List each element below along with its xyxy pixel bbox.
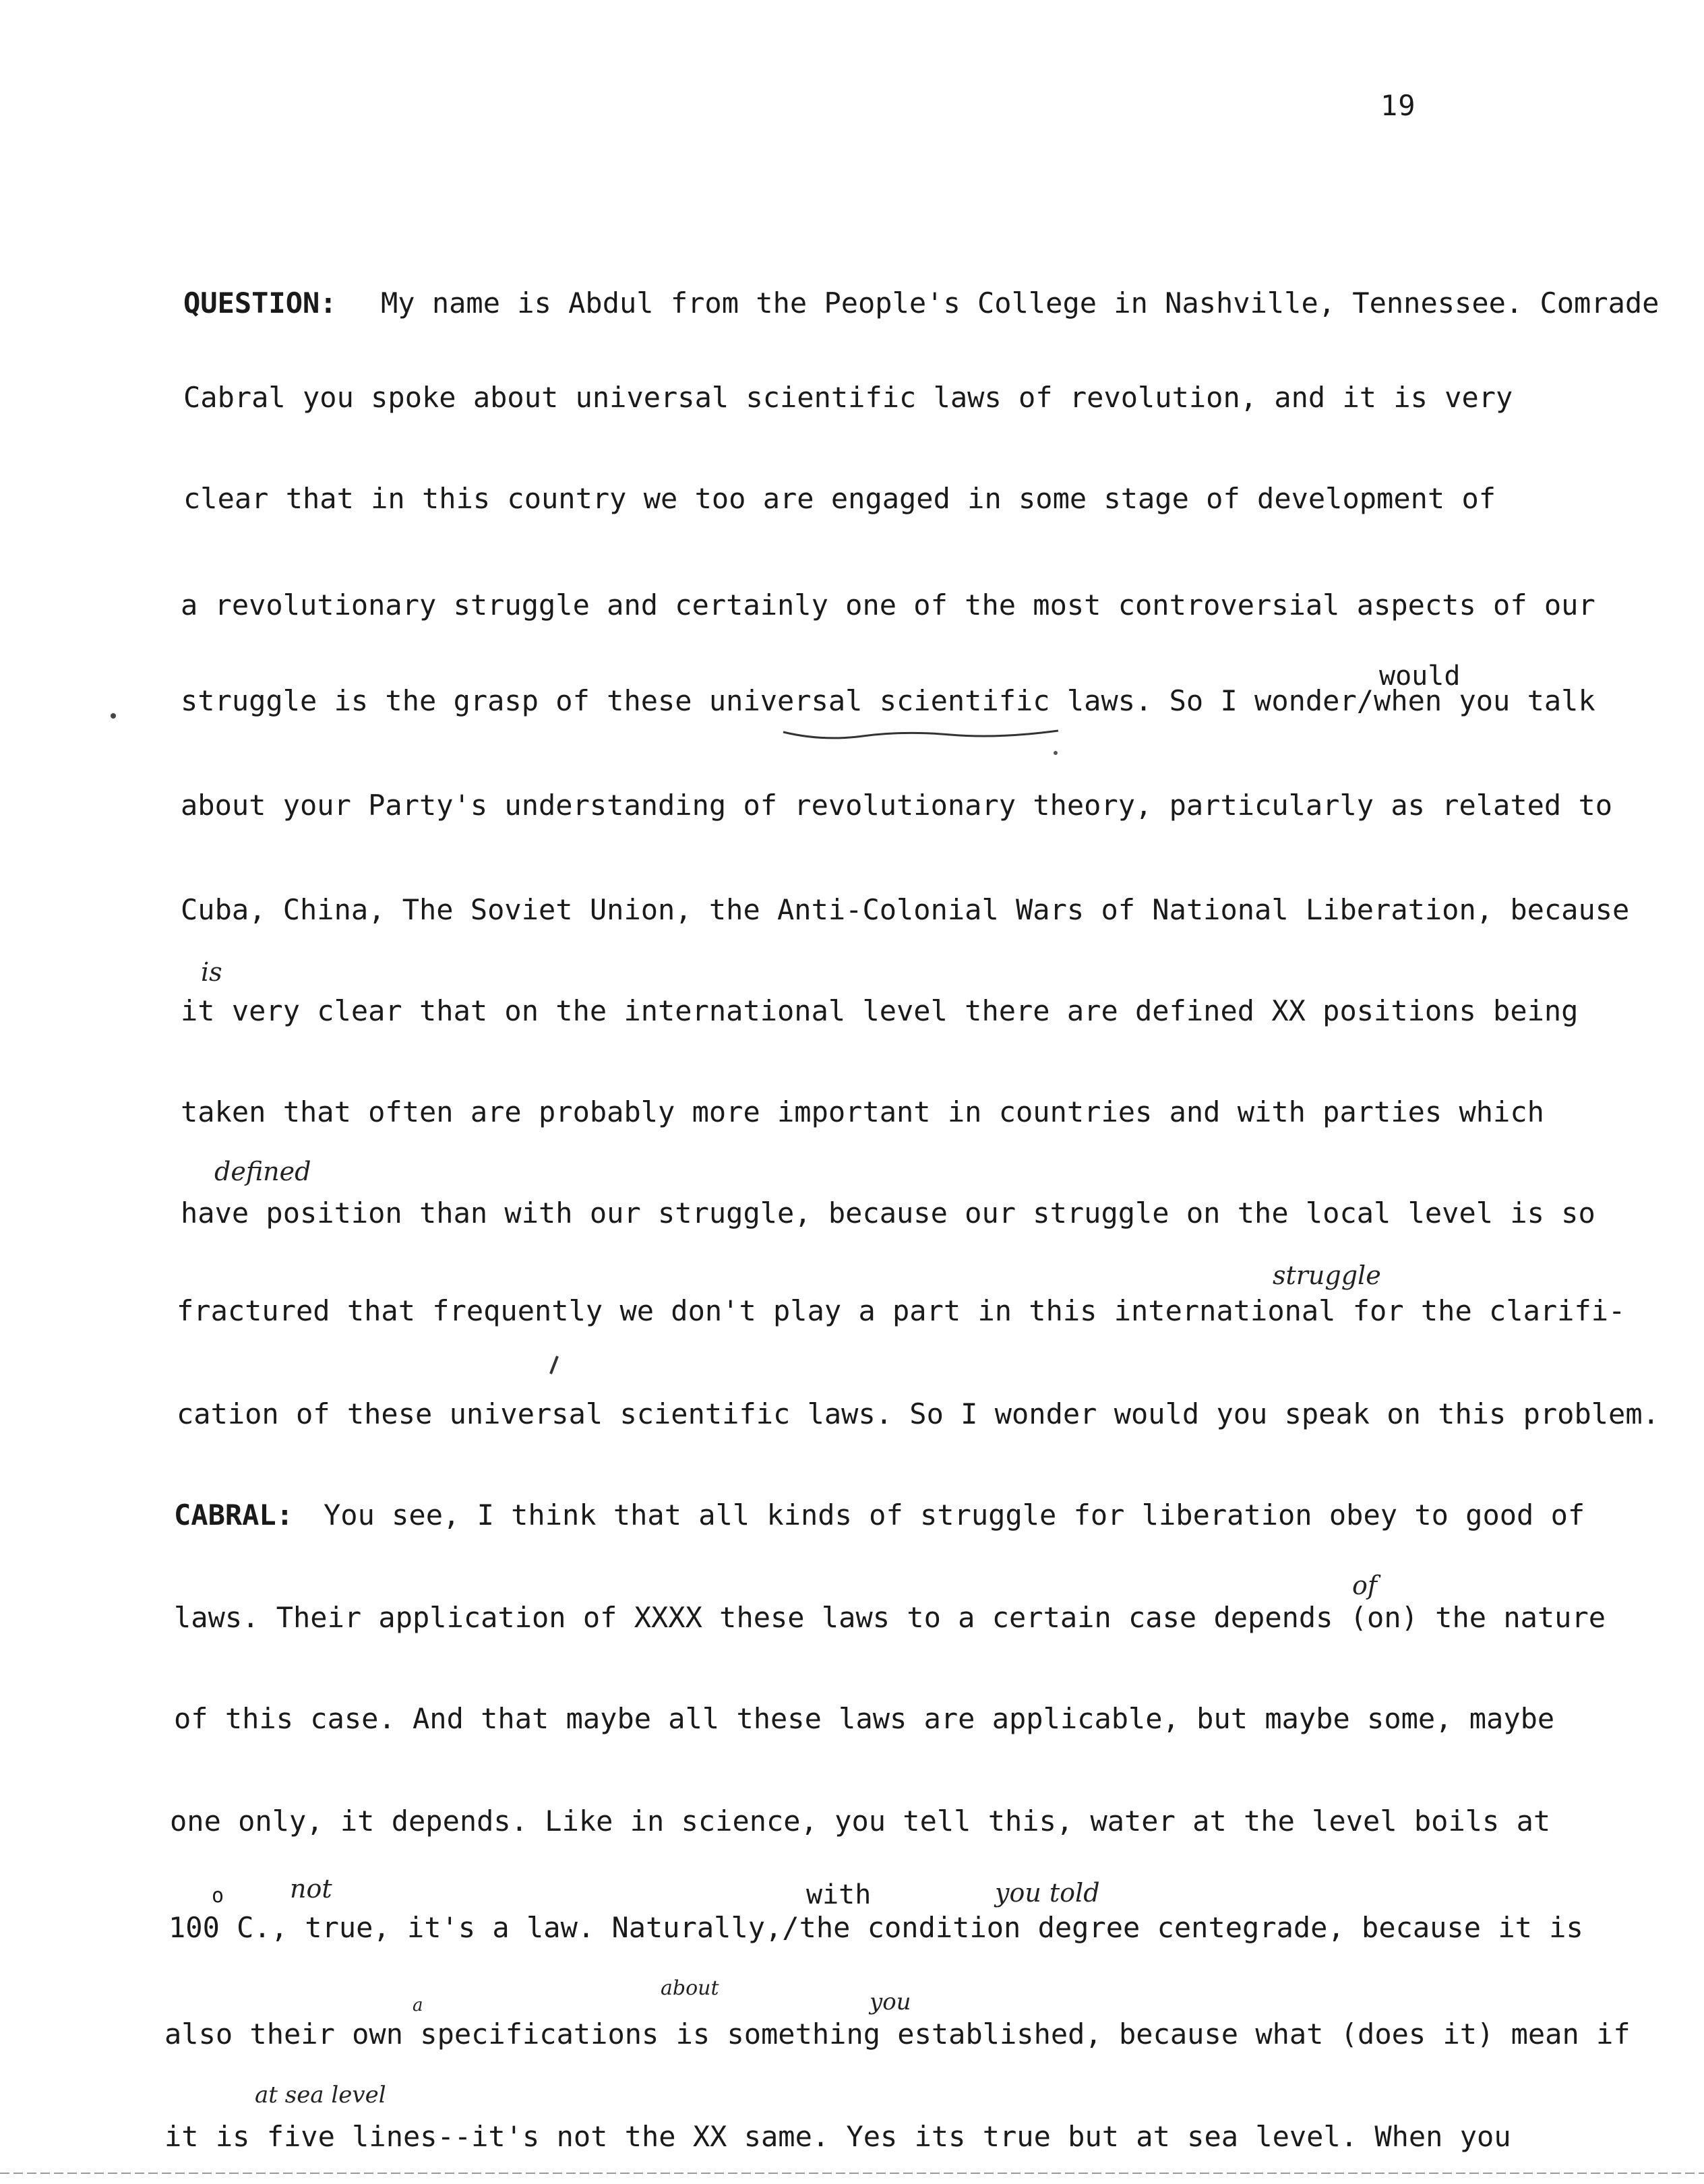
question-line-10: [0, 1193, 1704, 1234]
question-text: taken that often are probably more important in countries and with parties which: [181, 1095, 1544, 1128]
annotation-with: with: [806, 1879, 872, 1910]
question-line-9: [0, 1092, 1704, 1132]
question-text: Cabral you spoke about universal scientific laws of revolution, and it is very: [183, 381, 1513, 414]
answer-line-1: [0, 1495, 1704, 1536]
annotation-you-told: you told: [995, 1878, 1100, 1908]
answer-line-3: [0, 1699, 1704, 1739]
question-text: Cuba, China, The Soviet Union, the Anti-Colonial Wars of National Liberation, because: [181, 893, 1630, 926]
answer-text: 100 C., true, it's a law. Naturally,/the condition degree centegrade, because it is: [169, 1911, 1583, 1944]
answer-line-6: [0, 2014, 1704, 2055]
annotation-degree-sign: o: [212, 1884, 224, 1908]
answer-text: also their own specifications is something established, because what (does it) mean if: [164, 2018, 1631, 2051]
question-text: about your Party's understanding of revolutionary theory, particularly as related to: [181, 789, 1613, 822]
question-text: clear that in this country we too are engaged in some stage of development of: [183, 482, 1496, 515]
question-line-8: [0, 991, 1704, 1031]
annotation-about: about: [661, 1976, 719, 2000]
answer-line-5: [0, 1908, 1704, 1948]
answer-text: of this case. And that maybe all these laws are applicable, but maybe some, maybe: [174, 1702, 1555, 1735]
annotation-at-sea-level: at sea level: [255, 2082, 386, 2109]
page-edge-line: [0, 2169, 1704, 2177]
page-number: 19: [1380, 89, 1416, 122]
annotation-a: a: [413, 1995, 423, 2015]
answer-text: one only, it depends. Like in science, you tell this, water at the level boils at: [170, 1804, 1551, 1838]
question-line-6: [0, 785, 1704, 826]
question-text: fractured that frequently we don't play a part in this international for the clarifi-: [177, 1294, 1626, 1327]
question-line-7: [0, 890, 1704, 930]
question-text: struggle is the grasp of these universal scientific laws. So I wonder/when you talk: [181, 684, 1595, 717]
answer-line-7: [0, 2117, 1704, 2157]
annotation-of: of: [1352, 1571, 1377, 1600]
answer-line-2: [0, 1598, 1704, 1638]
question-text: have position than with our struggle, because our struggle on the local level is so: [181, 1196, 1595, 1230]
question-line-2: [0, 377, 1704, 418]
annotation-would: would: [1379, 661, 1461, 692]
pen-stroke-mark: [547, 1355, 561, 1375]
question-text: My name is Abdul from the People's College in Nashville, Tennessee. Comrade: [381, 286, 1660, 320]
margin-dot: [109, 712, 117, 720]
question-text: cation of these universal scientific laws. So I wonder would you speak on this problem.: [177, 1397, 1660, 1430]
answer-text: laws. Their application of XXXX these laws to a certain case depends (on) the nature: [174, 1601, 1606, 1634]
annotation-you: you: [870, 1989, 911, 2015]
question-text: it very clear that on the international level there are defined XX positions being: [181, 994, 1579, 1027]
answer-text: it is five lines--it's not the XX same. Yes its true but at sea level. When you: [164, 2120, 1511, 2153]
question-line-1: [0, 283, 1704, 324]
annotation-struggle: struggle: [1273, 1261, 1381, 1290]
underline-squiggle: [782, 719, 1065, 746]
question-speaker: QUESTION:: [183, 286, 337, 320]
question-line-11: [0, 1291, 1704, 1331]
dot-mark: [1052, 750, 1061, 756]
question-text: a revolutionary struggle and certainly one of the most controversial aspects of our: [181, 588, 1595, 621]
answer-text: You see, I think that all kinds of struggle for liberation obey to good of: [324, 1498, 1585, 1531]
question-line-4: [0, 585, 1704, 626]
question-line-3: [0, 479, 1704, 519]
annotation-not: not: [290, 1874, 332, 1904]
question-line-12: [0, 1394, 1704, 1434]
answer-line-4: [0, 1801, 1704, 1842]
annotation-defined: defined: [214, 1157, 311, 1186]
annotation-is: is: [201, 957, 222, 987]
answer-speaker: CABRAL:: [174, 1498, 294, 1531]
